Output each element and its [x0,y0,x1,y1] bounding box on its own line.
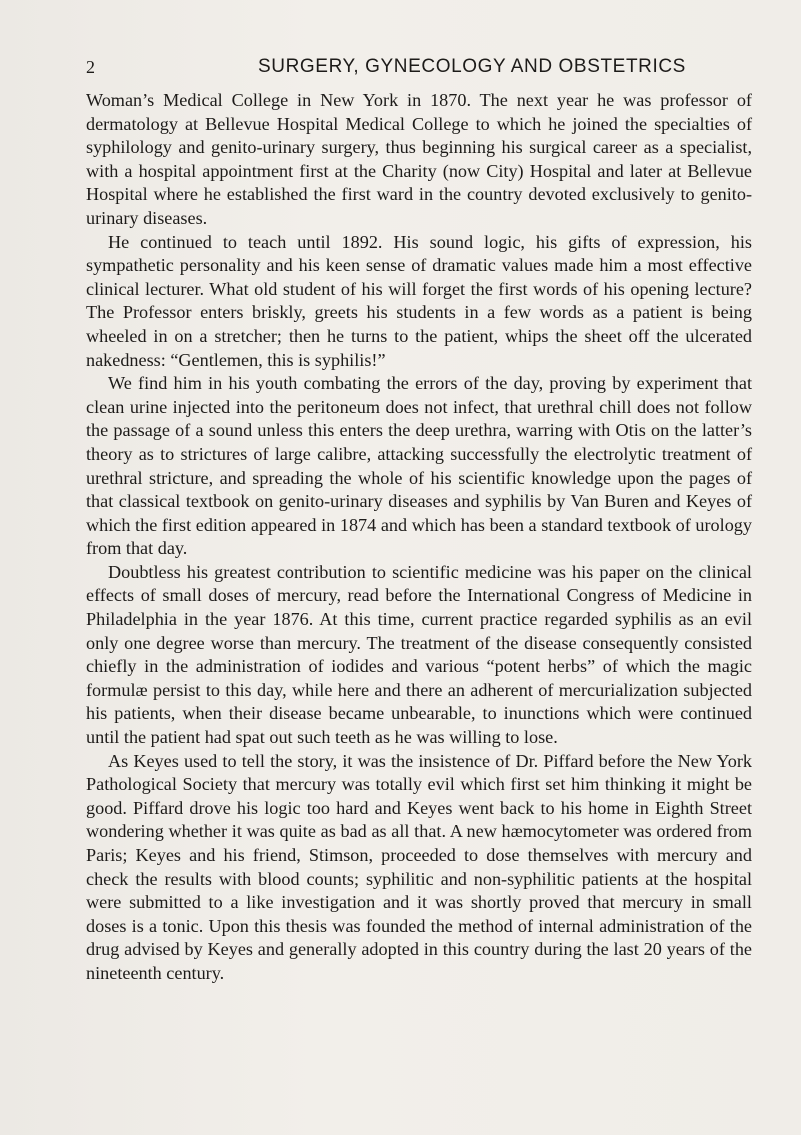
page-header [0,55,801,79]
paragraph: We find him in his youth combating the errors of the day, proving by experiment that clean urine injected into the peritoneum does not infect, that urethral chill does not follow the passage of a sound unless this enters the deep urethra, warring with Otis on the latter’s theory as to strictures of large calibre, attacking successfully the electrolytic treatment of urethral stricture, and spreading the whole of his scientific knowledge upon the pages of that classical textbook on genito-urinary diseases and syphilis by Van Buren and Keyes of which the first edition appeared in 1874 and which has been a standard textbook of urology from that day. [86,373,752,559]
paragraph: Doubtless his greatest contribution to scientific medicine was his paper on the clinical effects of small doses of mercury, read before the International Congress of Medicine in Philadelphia in the year 1876. At this time, current practice regarded syphilis as an evil only one degree worse than mercury. The treatment of the disease consequently consisted chiefly in the administration of iodides and various “potent herbs” of which the magic formulæ persist to this day, while here and there an adherent of mercurialization subjected his patients, when their disease became unbearable, to inunctions which were continued until the patient had spat out such teeth as he was willing to lose. [86,561,752,748]
body-text [86,89,752,986]
page-number: 2 [86,57,95,77]
paragraph: As Keyes used to tell the story, it was the insistence of Dr. Piffard before the New York Pathological Society that mercury was totally evil which first set him thinking it might be good. Piffard drove his logic too hard and Keyes went back to his home in Eighth Street wondering whether it was quite as bad as all that. A new hæmocytometer was ordered from Paris; Keyes and his friend, Stimson, proceeded to dose themselves with mercury and check the results with blood counts; syphilitic and non-syphilitic patients at the hospital were submitted to a like investigation and it was shortly proved that mercury in small doses is a tonic. Upon this thesis was founded the method of internal administration of the drug advised by Keyes and generally adopted in this country during the last 20 years of the nineteenth century. [86,750,752,983]
paragraph: Woman’s Medical College in New York in 1870. The next year he was professor of dermatology at Bellevue Hospital Medical College to which he joined the specialties of syphilology and genito-urinary surgery, thus beginning his surgical career as a specialist, with a hospital appointment first at the Charity (now City) Hospital and later at Bellevue Hospital where he established the first ward in the country devoted exclusively to genito-urinary diseases. [86,90,752,228]
paragraph: He continued to teach until 1892. His sound logic, his gifts of expression, his sympathetic personality and his keen sense of dramatic values made him a most effective clinical lecturer. What old student of his will forget the first words of his opening lecture? The Professor enters briskly, greets his students in a few words as a patient is being wheeled in on a stretcher; then he turns to the patient, whips the sheet off the ulcerated nakedness: “Gentlemen, this is syphilis!” [86,231,752,370]
running-head: SURGERY, GYNECOLOGY AND OBSTETRICS [258,56,686,77]
